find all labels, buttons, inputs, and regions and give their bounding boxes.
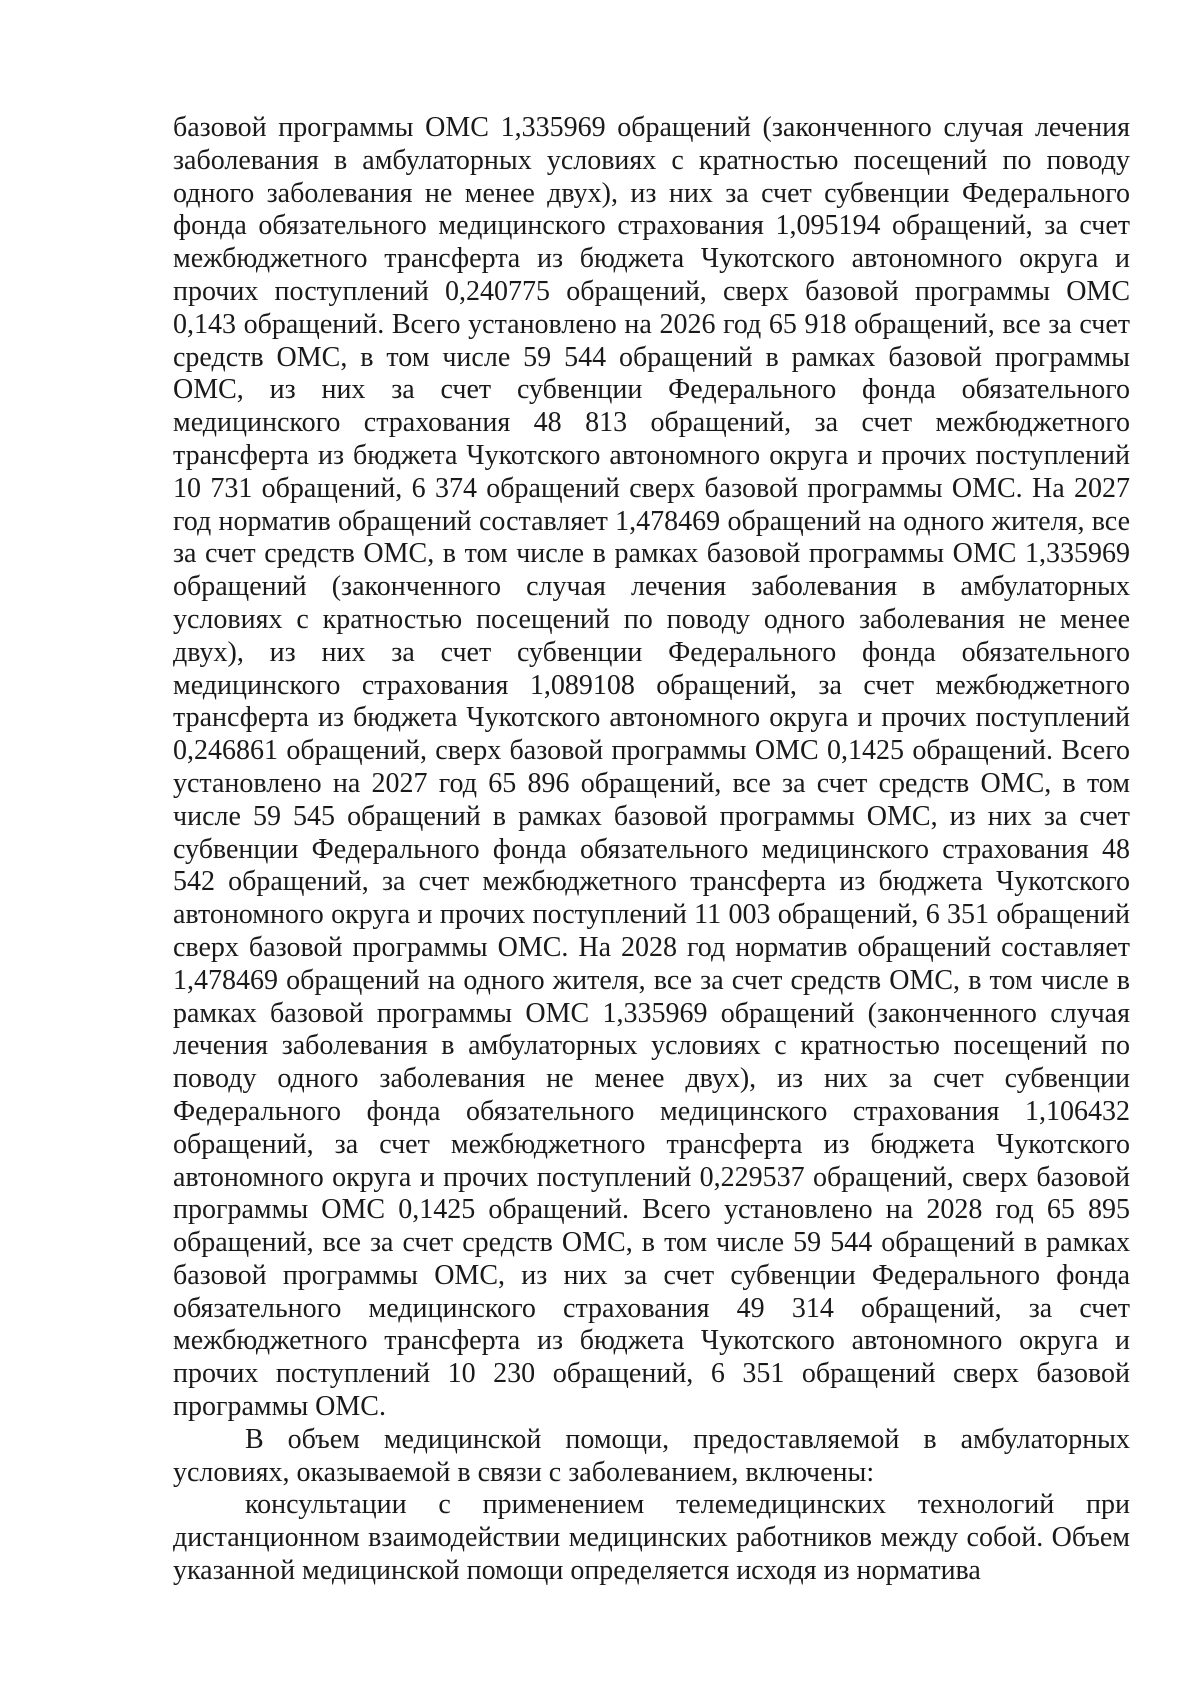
paragraph-scope-intro: В объем медицинской помощи, предоставляемой в амбулаторных условиях, оказываемой в связи с заболеванием, включены:	[173, 1423, 1130, 1488]
paragraph-telemedicine: консультации с применением телемедицинских технологий при дистанционном взаимодействии медицинских работников между собой. Объем указанной медицинской помощи определяется исходя из норматива	[173, 1489, 1130, 1587]
paragraph-continued: базовой программы ОМС 1,335969 обращений (законченного случая лечения заболевания в амбулаторных условиях с кратностью посещений по поводу одного заболевания не менее двух), из них за счет субвенции Федерального фонда обязательного медицинского страхования 1,095194 обращений, за счет межбюджетного трансферта из бюджета Чукотского автономного округа и прочих поступлений 0,240775 обращений, сверх базовой программы ОМС 0,143 обращений. Всего установлено на 2026 год 65 918 обращений, все за счет средств ОМС, в том числе 59 544 обращений в рамках базовой программы ОМС, из них за счет субвенции Федерального фонда обязательного медицинского страхования 48 813 обращений, за счет межбюджетного трансферта из бюджета Чукотского автономного округа и прочих поступлений 10 731 обращений, 6 374 обращений сверх базовой программы ОМС. На 2027 год норматив обращений составляет 1,478469 обращений на одного жителя, все за счет средств ОМС, в том числе в рамках базовой программы ОМС 1,335969 обращений (законченного случая лечения заболевания в амбулаторных условиях с кратностью посещений по поводу одного заболевания не менее двух), из них за счет субвенции Федерального фонда обязательного медицинского страхования 1,089108 обращений, за счет межбюджетного трансферта из бюджета Чукотского автономного округа и прочих поступлений 0,246861 обращений, сверх базовой программы ОМС 0,1425 обращений. Всего установлено на 2027 год 65 896 обращений, все за счет средств ОМС, в том числе 59 545 обращений в рамках базовой программы ОМС, из них за счет субвенции Федерального фонда обязательного медицинского страхования 48 542 обращений, за счет межбюджетного трансферта из бюджета Чукотского автономного округа и прочих поступлений 11 003 обращений, 6 351 обращений сверх базовой программы ОМС. На 2028 год норматив обращений составляет 1,478469 обращений на одного жителя, все за счет средств ОМС, в том числе в рамках базовой программы ОМС 1,335969 обращений (законченного случая лечения заболевания в амбулаторных условиях с кратностью посещений по поводу одного заболевания не менее двух), из них за счет субвенции Федерального фонда обязательного медицинского страхования 1,106432 обращений, за счет межбюджетного трансферта из бюджета Чукотского автономного округа и прочих поступлений 0,229537 обращений, сверх базовой программы ОМС 0,1425 обращений. Всего установлено на 2028 год 65 895 обращений, все за счет средств ОМС, в том числе 59 544 обращений в рамках базовой программы ОМС, из них за счет субвенции Федерального фонда обязательного медицинского страхования 49 314 обращений, за счет межбюджетного трансферта из бюджета Чукотского автономного округа и прочих поступлений 10 230 обращений, 6 351 обращений сверх базовой программы ОМС.	[173, 112, 1130, 1423]
document-body	[173, 112, 1130, 1588]
